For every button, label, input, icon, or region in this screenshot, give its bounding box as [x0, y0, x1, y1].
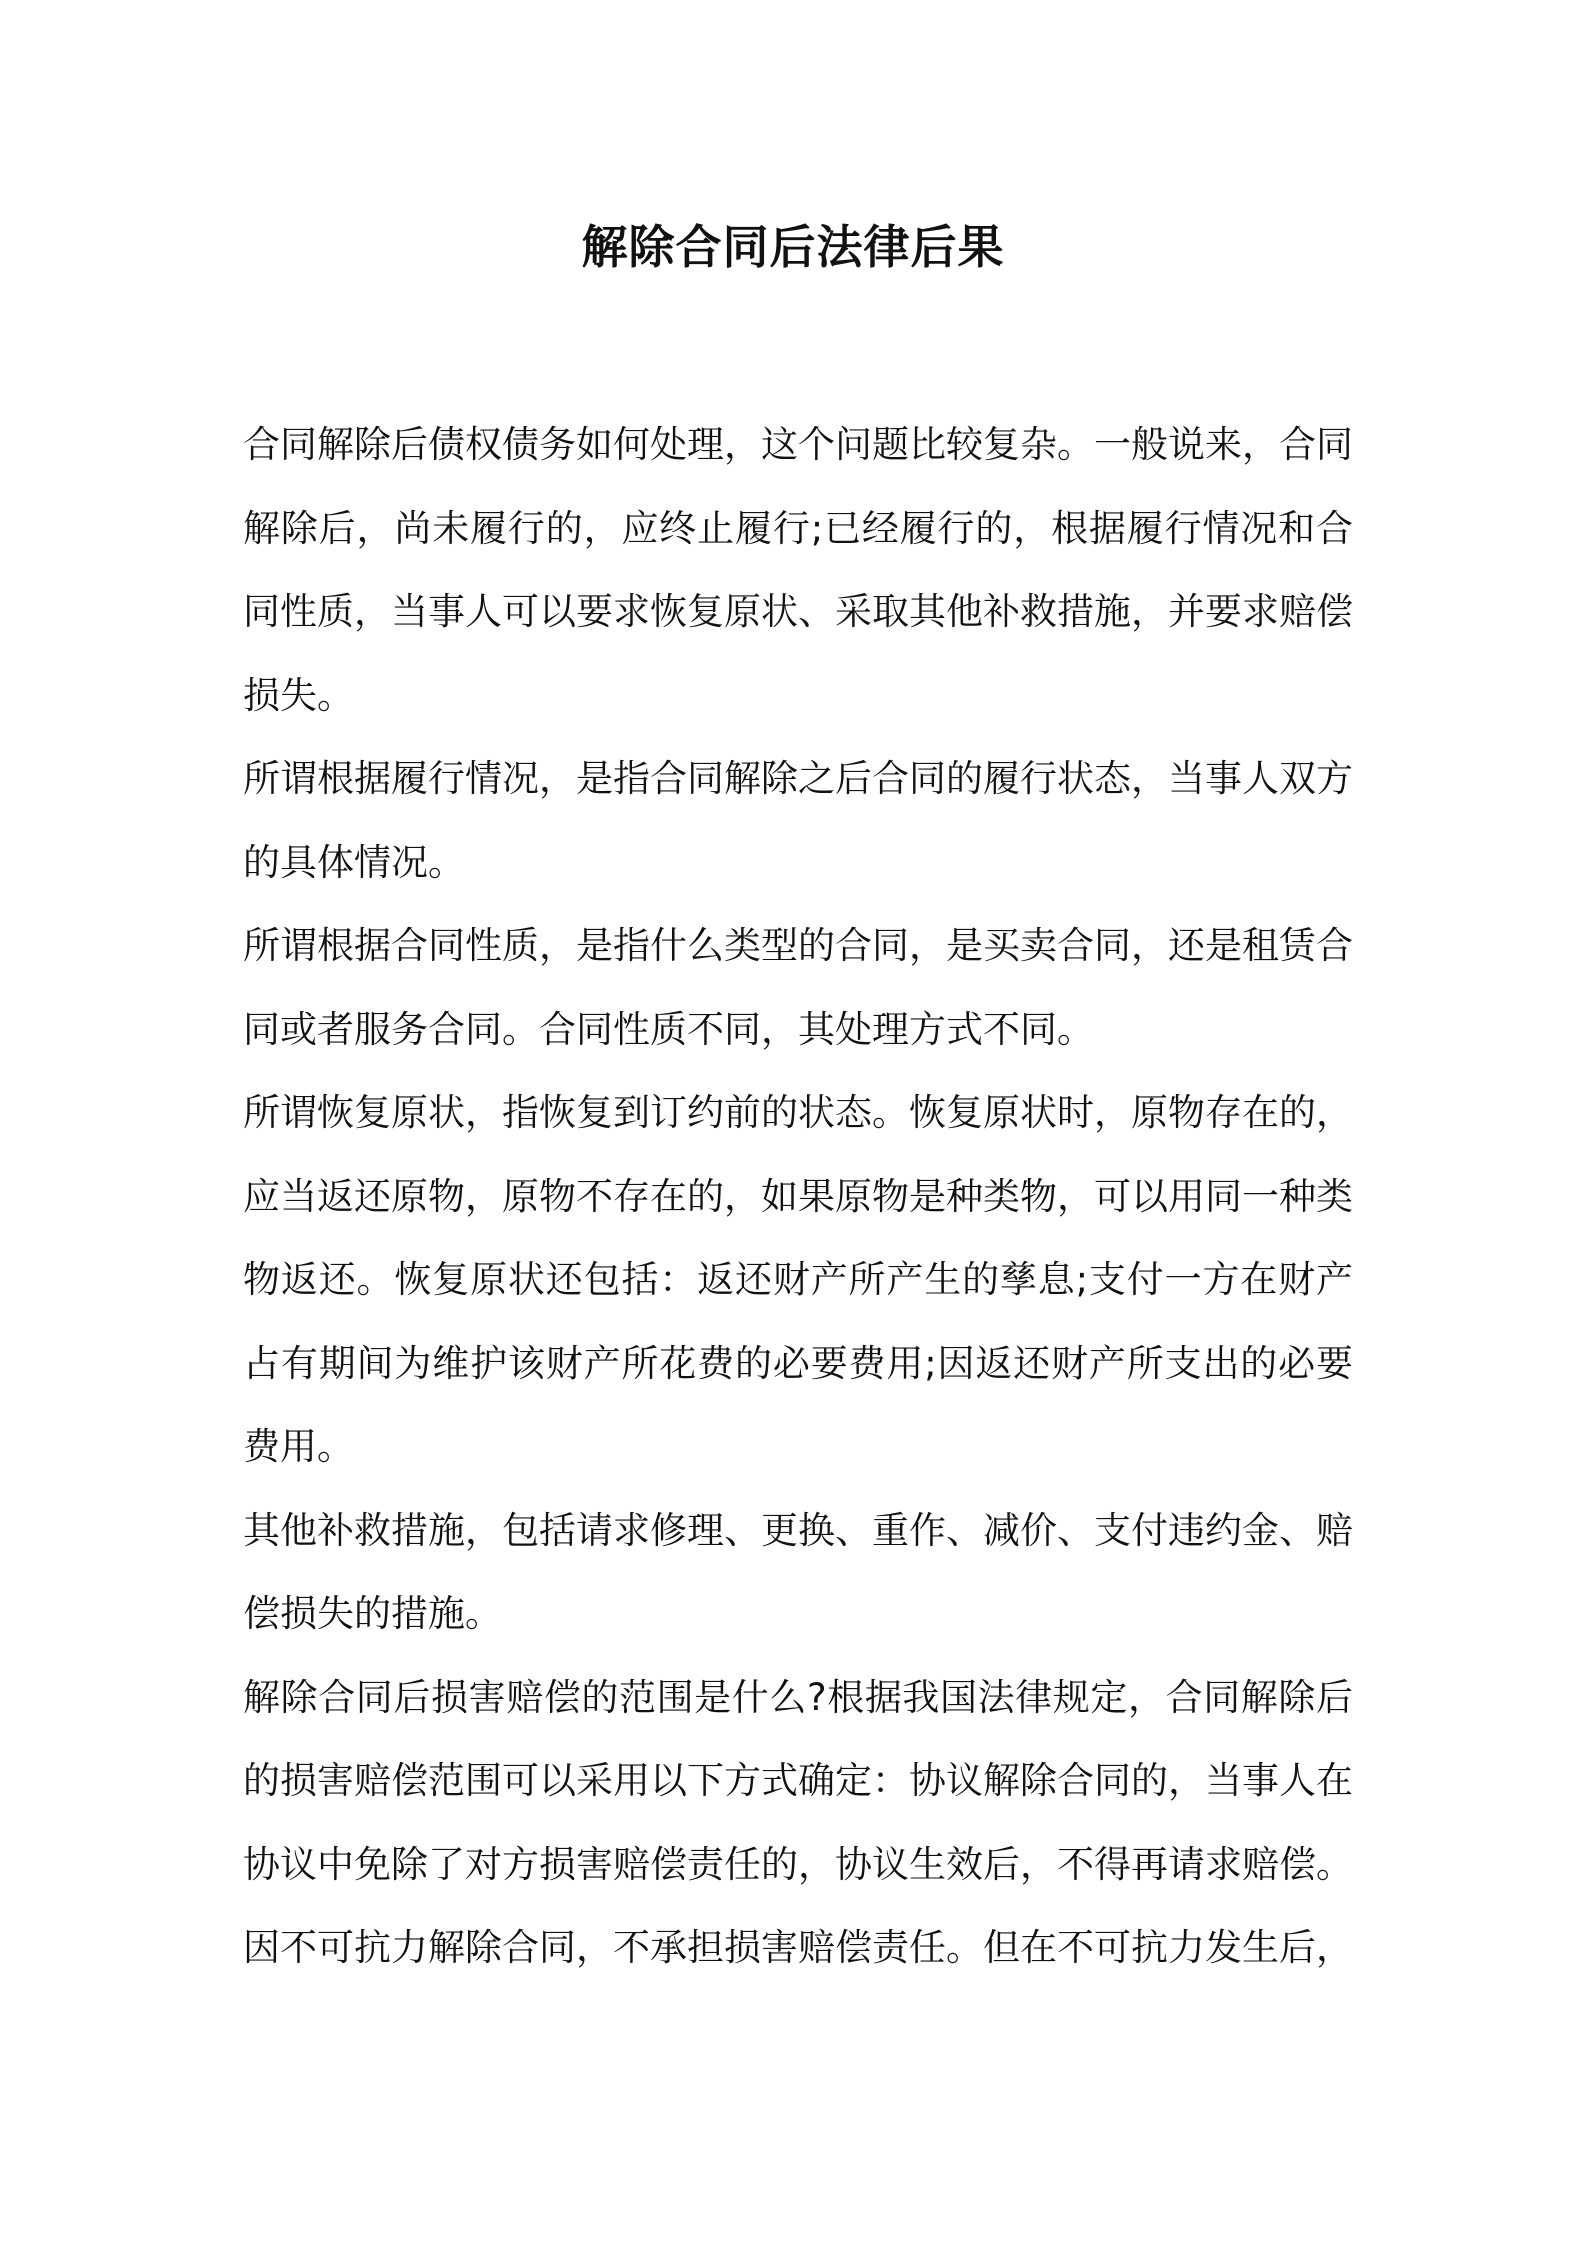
paragraph-4: 所谓恢复原状，指恢复到订约前的状态。恢复原状时，原物存在的，应当返还原物，原物不存在的，如果原物是种类物，可以用同一种类物返还。恢复原状还包括：返还财产所产生的孳息;支付一方在财产占有期间为维护该财产所花费的必要费用;因返还财产所支出的必要费用。 [243, 1091, 1353, 1468]
document-title: 解除合同后法律后果 [581, 220, 1005, 274]
paragraph-5: 其他补救措施，包括请求修理、更换、重作、减价、支付违约金、赔偿损失的措施。 [243, 1508, 1353, 1635]
paragraph-2: 所谓根据履行情况，是指合同解除之后合同的履行状态，当事人双方的具体情况。 [243, 757, 1353, 884]
paragraph-1: 合同解除后债权债务如何处理，这个问题比较复杂。一般说来，合同解除后，尚未履行的，应终止履行;已经履行的，根据履行情况和合同性质，当事人可以要求恢复原状、采取其他补救措施，并要求赔偿损失。 [243, 423, 1353, 717]
paragraph-3: 所谓根据合同性质，是指什么类型的合同，是买卖合同，还是租赁合同或者服务合同。合同性质不同，其处理方式不同。 [243, 924, 1353, 1051]
paragraph-6: 解除合同后损害赔偿的范围是什么?根据我国法律规定，合同解除后的损害赔偿范围可以采用以下方式确定：协议解除合同的，当事人在协议中免除了对方损害赔偿责任的，协议生效后，不得再请求赔偿。因不可抗力解除合同，不承担损害赔偿责任。但在不可抗力发生后， [243, 1675, 1353, 1969]
document-body [243, 403, 1353, 1990]
